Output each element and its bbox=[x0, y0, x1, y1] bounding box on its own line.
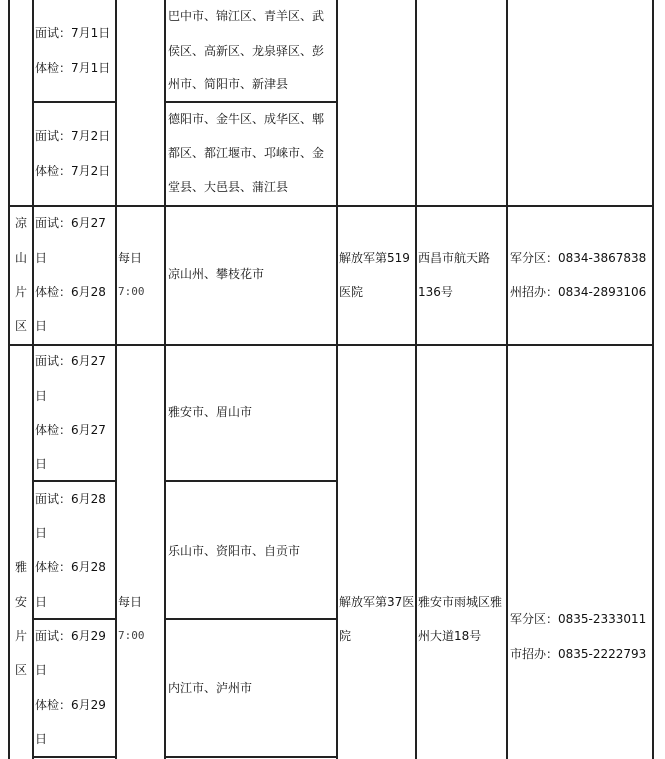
yaan-split1-areas bbox=[164, 480, 338, 482]
areas: 乐山市、资阳市、自贡市 bbox=[168, 544, 301, 558]
time-line: 每日 bbox=[118, 595, 143, 609]
schedule-line: 日 bbox=[35, 319, 48, 333]
areas-line: 堂县、大邑县、蒲江县 bbox=[168, 180, 289, 194]
yaan-top bbox=[8, 344, 654, 346]
liangshan-top bbox=[8, 205, 654, 207]
region-label-char: 片 bbox=[15, 629, 28, 643]
schedule-line: 日 bbox=[35, 663, 48, 677]
schedule-line: 日 bbox=[35, 389, 48, 403]
contact-military: 军分区：0834-3867838 bbox=[510, 251, 647, 265]
contact-military: 军分区：0835-2333011 bbox=[510, 612, 647, 626]
region-label-char: 雅 bbox=[15, 560, 28, 574]
areas-line: 都区、都江堰市、邛崃市、金 bbox=[168, 146, 325, 160]
time-line: 7:00 bbox=[118, 285, 145, 298]
contact-admissions: 州招办：0834-2893106 bbox=[510, 285, 647, 299]
border-region-schedule bbox=[32, 0, 34, 759]
areas-line: 州市、简阳市、新津县 bbox=[168, 77, 289, 91]
schedule-line: 面试：6月29 bbox=[35, 629, 106, 643]
address-line: 雅安市雨城区雅 bbox=[418, 595, 503, 609]
border-left bbox=[8, 0, 10, 759]
yaan-split2-areas bbox=[164, 618, 338, 620]
schedule-physical: 体检：7月2日 bbox=[35, 164, 111, 178]
schedule-line: 日 bbox=[35, 251, 48, 265]
border-schedule-time bbox=[115, 0, 117, 759]
time-line: 每日 bbox=[118, 251, 143, 265]
schedule-line: 面试：6月28 bbox=[35, 492, 106, 506]
border-hospital-address bbox=[415, 0, 417, 759]
yaan-bottom-schedule bbox=[32, 756, 117, 758]
schedule-line: 体检：6月28 bbox=[35, 560, 106, 574]
schedule-interview: 面试：7月2日 bbox=[35, 129, 111, 143]
border-right bbox=[652, 0, 654, 759]
region-label-char: 区 bbox=[15, 319, 28, 333]
border-time-areas bbox=[164, 0, 166, 759]
areas: 内江市、泸州市 bbox=[168, 681, 253, 695]
hospital-line: 解放军第519 bbox=[339, 251, 410, 265]
schedule-line: 日 bbox=[35, 457, 48, 471]
top-split-areas bbox=[164, 101, 338, 103]
time-line: 7:00 bbox=[118, 629, 145, 642]
region-label-char: 山 bbox=[15, 251, 28, 265]
schedule-line: 体检：6月29 bbox=[35, 698, 106, 712]
contact-admissions: 市招办：0835-2222793 bbox=[510, 647, 647, 661]
schedule-line: 日 bbox=[35, 595, 48, 609]
top-split-schedule bbox=[32, 101, 117, 103]
address-line: 136号 bbox=[418, 285, 453, 299]
region-label-char: 安 bbox=[15, 595, 28, 609]
areas: 雅安市、眉山市 bbox=[168, 405, 253, 419]
border-areas-hospital bbox=[336, 0, 338, 759]
yaan-split2-schedule bbox=[32, 618, 117, 620]
yaan-split1-schedule bbox=[32, 480, 117, 482]
schedule-line: 体检：6月28 bbox=[35, 285, 106, 299]
schedule-interview: 面试：7月1日 bbox=[35, 26, 111, 40]
address-line: 西昌市航天路 bbox=[418, 251, 491, 265]
areas-line: 侯区、高新区、龙泉驿区、彭 bbox=[168, 44, 325, 58]
hospital-line: 医院 bbox=[339, 285, 364, 299]
address-line: 州大道18号 bbox=[418, 629, 482, 643]
hospital-line: 院 bbox=[339, 629, 352, 643]
schedule-line: 体检：6月27 bbox=[35, 423, 106, 437]
schedule-line: 面试：6月27 bbox=[35, 216, 106, 230]
schedule-physical: 体检：7月1日 bbox=[35, 61, 111, 75]
schedule-line: 面试：6月27 bbox=[35, 354, 106, 368]
region-label-char: 片 bbox=[15, 285, 28, 299]
areas-line: 德阳市、金牛区、成华区、郫 bbox=[168, 112, 325, 126]
region-label-char: 凉 bbox=[15, 216, 28, 230]
areas-line: 巴中市、锦江区、青羊区、武 bbox=[168, 9, 325, 23]
yaan-bottom-areas bbox=[164, 756, 338, 758]
border-address-contact bbox=[506, 0, 508, 759]
areas: 凉山州、攀枝花市 bbox=[168, 267, 265, 281]
schedule-line: 日 bbox=[35, 526, 48, 540]
region-label-char: 区 bbox=[15, 663, 28, 677]
hospital-line: 解放军第37医 bbox=[339, 595, 415, 609]
schedule-line: 日 bbox=[35, 732, 48, 746]
